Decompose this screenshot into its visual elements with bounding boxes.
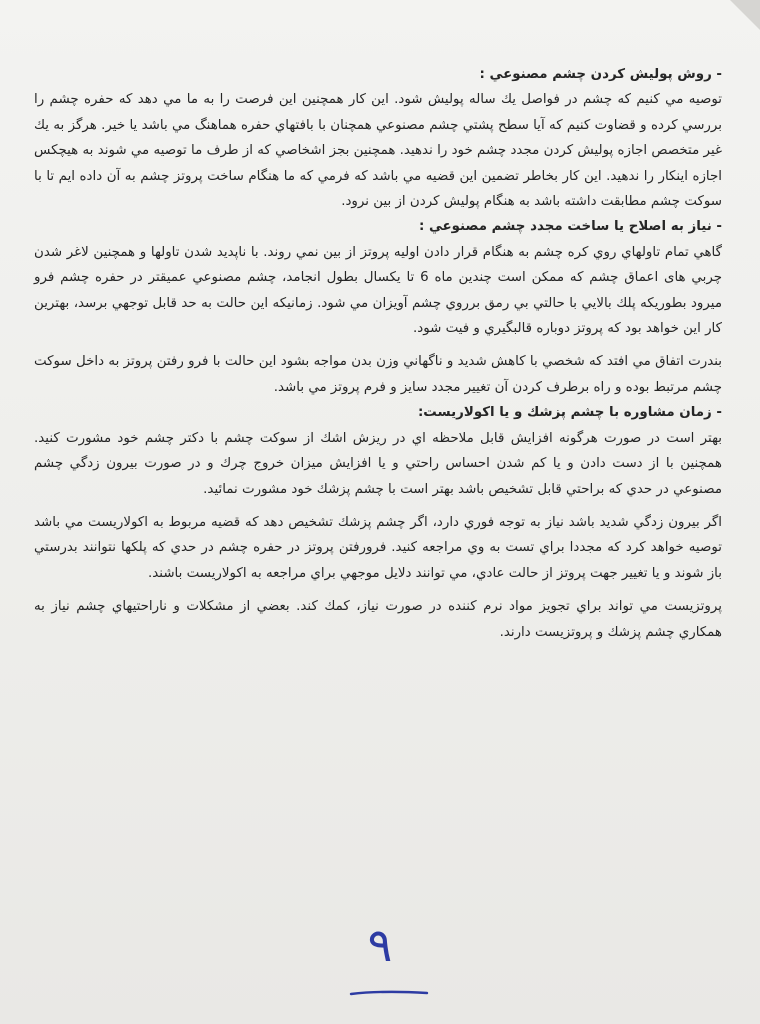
section-heading-remake: - نياز به اصلاح يا ساخت مجدد چشم مصنوعي : [418,219,722,235]
section-heading-consultation: - زمان مشاوره با چشم پزشك و يا اكولاريست: [417,405,722,421]
section-heading-polishing: - روش پوليش كردن چشم مصنوعي : [479,67,722,82]
paragraph-consultation: بهتر است در صورت هرگونه افزايش قابل ملاحظه اي در ريزش اشك از سوكت چشم با دكتر چشم خود مشورت كنيد. همچنين با از دست دادن و يا كم شدن احساس راحتي و يا افزايش ميزان خروج چرك و در صورت بيرون زدگي چشم مصنوعي در حدي كه براحتي قابل تشخيص باشد بهتر است با چشم پزشك خود مشورت نمائيد. [34,430,722,497]
paragraph-polishing: توصيه مي كنيم كه چشم در فواصل يك ساله پوليش شود. اين كار همچنين اين فرصت را به ما مي دهد كه حفره چشم را بررسي كرده و قضاوت كنيم كه آيا سطح پشتي چشم مصنوعي همچنان با بافتهاي حفره هماهنگ مي باشد يا خير. هرگز به يك غير متخصص اجازه پوليش كردن مجدد چشم خود را ندهيد. همچنين بجز اشخاصي كه از طرف ما توصيه مي شوند به هيچكس اجازه اينكار را ندهيد. اين كار بخاطر تضمين اين قضيه مي باشد كه فرمي كه ما هنگام ساخت پروتز چشم به آن داده ايم تا با سوكت چشم مطابقت داشته باشد به هنگام پوليش كردن از بين نرود. [34,92,722,210]
paragraph-weight-loss: بندرت اتفاق مي افتد كه شخصي با كاهش شديد و ناگهاني وزن بدن مواجه بشود اين حالت با فرو رفتن پروتز به داخل سوكت چشم مرتبط بوده و راه برطرف كردن آن تغيير مجدد سايز و فرم پروتز مي باشد. [34,354,722,395]
page-number: ۹ [367,918,393,972]
page-corner-fold [730,0,760,30]
page-number-underline [348,983,430,1003]
paragraph-prosthetist: پروتزيست مي تواند براي تجويز مواد نرم كننده در صورت نياز، كمك كند. بعضي از مشكلات و ناراحتيهاي چشم نياز به همكاري چشم پزشك و پروتزيست دارند. [34,599,722,640]
document-body [34,62,722,645]
paragraph-remake: گاهي تمام تاولهاي روي كره چشم به هنگام قرار دادن اوليه پروتز از بين نمي روند. با ناپديد شدن تاولها و همچنين لاغر شدن چربي هاى اعماق چشم كه ممكن است چندين ماه 6 تا يكسال بطول انجامد، چشم مصنوعي عميقتر در حفره چشم فرو ميرود بطوريكه پلك بالايي با حالتي بي رمق برروي چشم آويزان مي شود. زمانيكه اين حالت به حد قابل توجهي برسد، بهترين كار اين خواهد بود كه پروتز دوباره قالبگيري و فيت شود. [34,244,722,337]
paragraph-protrusion: اگر بيرون زدگي شديد باشد نياز به توجه فوري دارد، اگر چشم پزشك تشخيص دهد كه قضيه مربوط به اكولاريست مي باشد توصيه خواهد كرد كه مجددا براي تست به وي مراجعه كنيد. فرورفتن پروتز در حفره چشم در حدي كه پلكها نتوانند بدرستي باز شوند و يا تغيير جهت پروتز از حالت عادي، مي توانند دلايل موجهي براي مراجعه به اكولاريست باشند. [34,514,722,581]
